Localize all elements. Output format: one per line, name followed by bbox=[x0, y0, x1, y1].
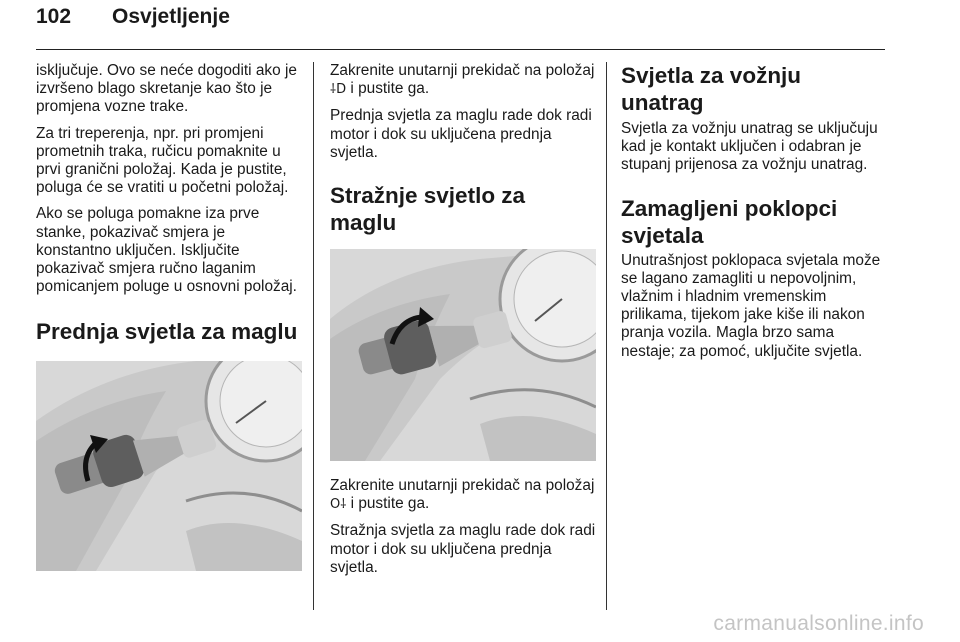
watermark: carmanualsonline.info bbox=[713, 612, 924, 635]
column-divider bbox=[606, 62, 607, 610]
paragraph: Za tri treperenja, npr. pri promjeni prometnih traka, ručicu pomaknite u prvi granični položaj. Kada je pustite, poluga će se vratiti u početni položaj. bbox=[36, 124, 289, 197]
heading-misted-light-covers: Zamagljeni poklopci svjetala bbox=[621, 195, 838, 248]
header-rule bbox=[36, 49, 885, 50]
paragraph: isključuje. Ovo se neće dogoditi ako je izvršeno blago skretanje kao što je promjena vozne trake. bbox=[36, 62, 297, 116]
page-number: 102 bbox=[36, 5, 72, 28]
heading-front-fog-lights: Prednja svjetla za maglu bbox=[36, 319, 298, 345]
paragraph: Unutrašnjost poklopaca svjetala može se lagano zamagliti u nepovoljnim, vlažnim i hladnim vremenskim prilikama, tijekom jake kiše ili nakon pranja vozila. Magla brzo sama nestaje; za pomoć, uključite svjetla. bbox=[621, 251, 881, 360]
rear-fog-light-switch-illustration bbox=[330, 249, 596, 461]
front-fog-switch-drawing bbox=[36, 361, 302, 571]
rear-fog-light-symbol-icon: O⸸ bbox=[330, 497, 347, 513]
paragraph: Zakrenite unutarnji prekidač na položaj O⸸ i pustite ga. bbox=[330, 477, 595, 513]
paragraph: Zakrenite unutarnji prekidač na položaj ⸸D i pustite ga. bbox=[330, 62, 595, 98]
column-2 bbox=[330, 62, 596, 585]
paragraph: Svjetla za vožnju unatrag se uključuju kad je kontakt uključen i odabran je stupanj prijenosa za vožnju unatrag. bbox=[621, 120, 878, 174]
heading-rear-fog-light: Stražnje svjetlo za maglu bbox=[330, 183, 526, 236]
rear-fog-switch-drawing bbox=[330, 249, 596, 461]
heading-reversing-lights: Svjetla za vožnju unatrag bbox=[621, 63, 802, 115]
front-fog-light-symbol-icon: ⸸D bbox=[330, 82, 347, 98]
column-divider bbox=[313, 62, 314, 610]
paragraph: Prednja svjetla za maglu rade dok radi motor i dok su uključena prednja svjetla. bbox=[330, 107, 592, 161]
paragraph: Ako se poluga pomakne iza prve stanke, pokazivač smjera je konstantno uključen. Isključite pokazivač smjera ručno laganim pomicanjem poluge u osnovni položaj. bbox=[36, 205, 297, 296]
front-fog-light-switch-illustration bbox=[36, 361, 302, 571]
paragraph: Stražnja svjetla za maglu rade dok radi motor i dok su uključena prednja svjetla. bbox=[330, 522, 596, 576]
section-title: Osvjetljenje bbox=[112, 5, 230, 28]
column-1 bbox=[36, 62, 302, 571]
column-3 bbox=[621, 62, 889, 369]
